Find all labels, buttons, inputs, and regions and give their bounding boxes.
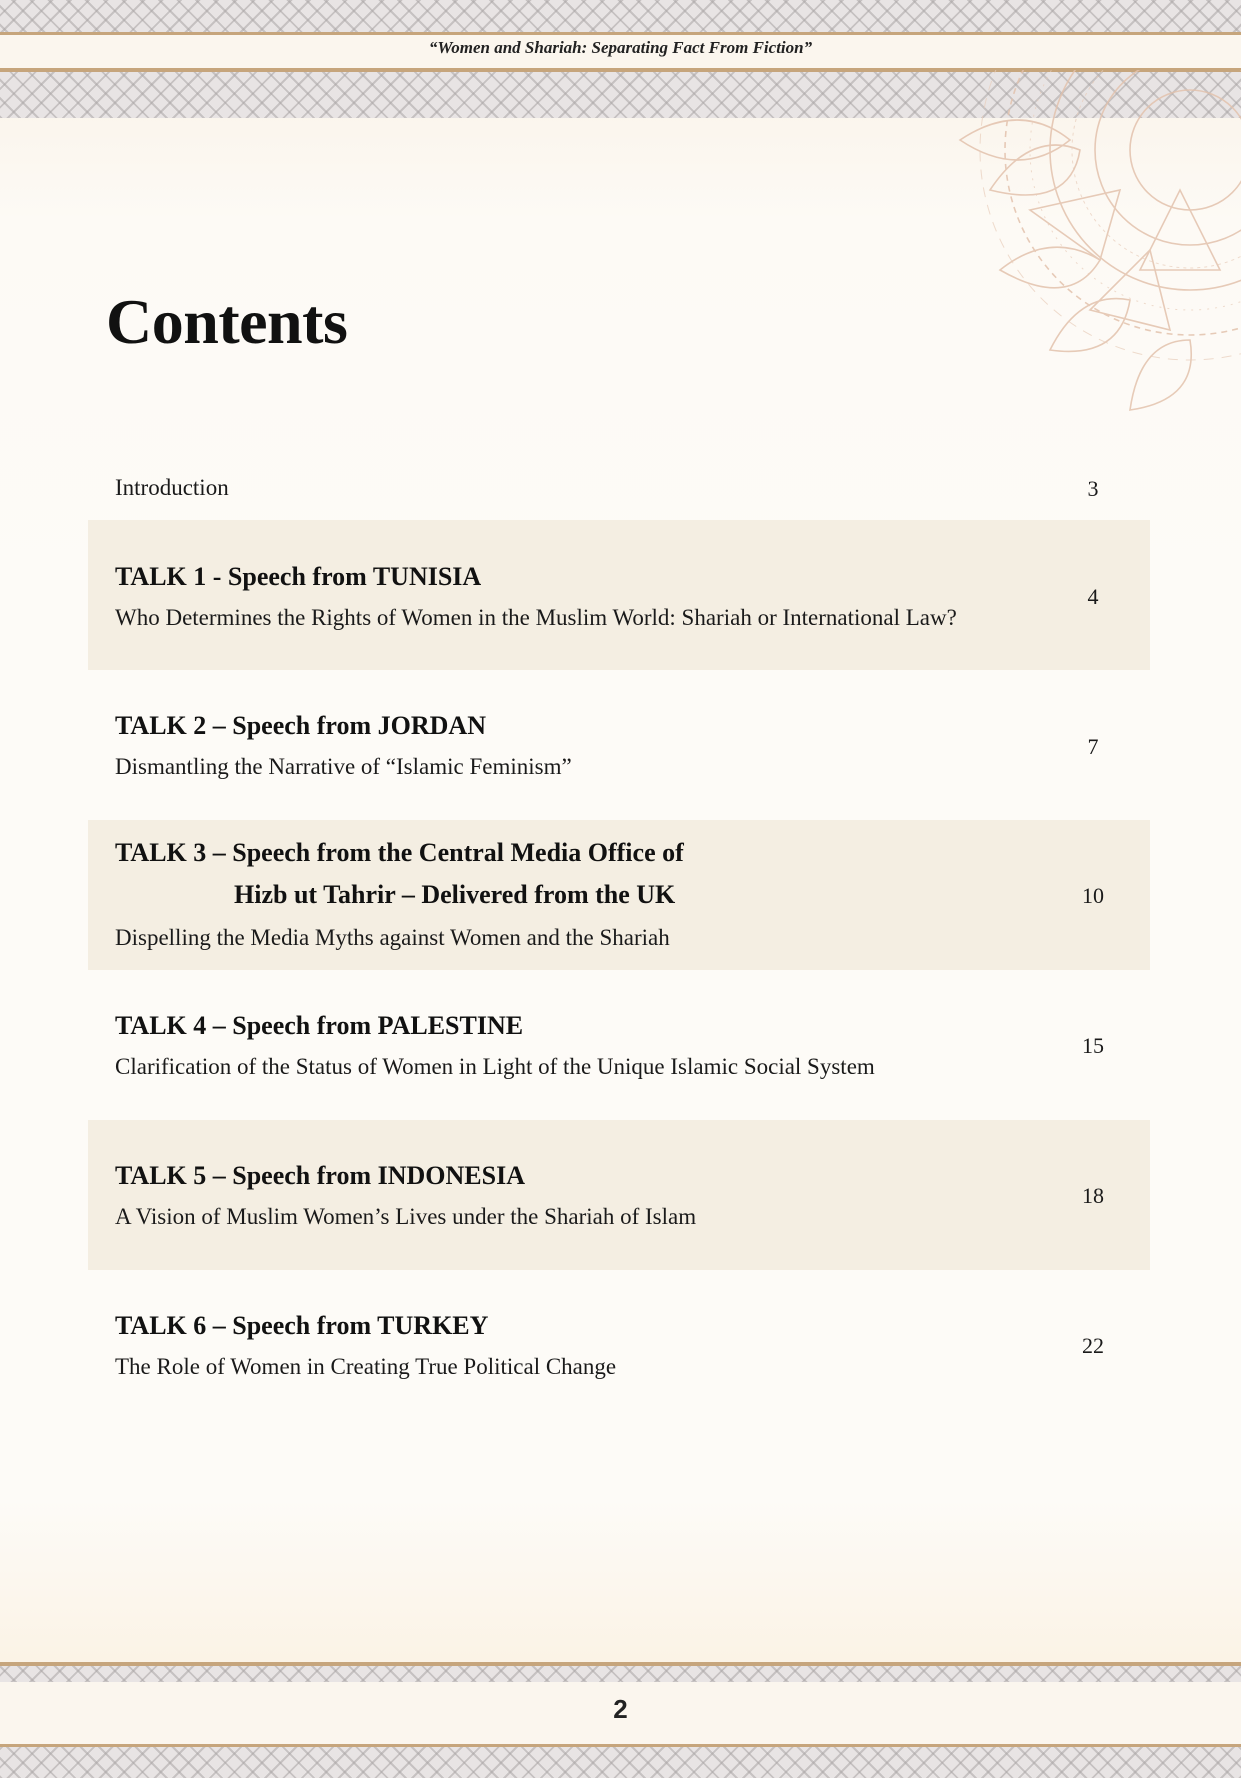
toc-talk-title: TALK 5 – Speech from INDONESIA bbox=[115, 1161, 526, 1190]
toc-talk-page: 18 bbox=[1082, 1183, 1104, 1208]
toc-talk-subtitle: Who Determines the Rights of Women in the Muslim World: Shariah or International Law? bbox=[115, 605, 957, 630]
toc-talk-page: 7 bbox=[1087, 734, 1099, 759]
toc-entry-talk-4 bbox=[88, 970, 1150, 1120]
mandala-ornament-icon bbox=[860, 70, 1241, 500]
footer-rule-bottom bbox=[0, 1744, 1241, 1747]
toc-entry-talk-1 bbox=[88, 520, 1150, 670]
toc-talk-page: 15 bbox=[1082, 1033, 1104, 1058]
page-title: Contents bbox=[106, 286, 348, 357]
toc-talk-subtitle: Dispelling the Media Myths against Women and the Shariah bbox=[115, 925, 670, 950]
toc-talk-page: 22 bbox=[1082, 1333, 1104, 1358]
toc-talk-title: TALK 1 - Speech from TUNISIA bbox=[115, 562, 482, 591]
toc-talk-subtitle: A Vision of Muslim Women’s Lives under the Shariah of Islam bbox=[115, 1204, 697, 1229]
toc-talk-title-line2: Hizb ut Tahrir – Delivered from the UK bbox=[234, 880, 676, 909]
toc-introduction-label: Introduction bbox=[115, 475, 229, 500]
toc-entry-talk-6 bbox=[88, 1270, 1150, 1420]
toc-entry-talk-3 bbox=[88, 820, 1150, 970]
toc-talk-title: TALK 6 – Speech from TURKEY bbox=[115, 1311, 489, 1340]
toc-talk-page: 10 bbox=[1082, 883, 1104, 908]
toc-entry-talk-2 bbox=[88, 670, 1150, 820]
toc-introduction-page: 3 bbox=[1087, 476, 1099, 501]
toc-talk-title-line1: TALK 3 – Speech from the Central Media Office of bbox=[115, 838, 684, 867]
toc-talk-title: TALK 4 – Speech from PALESTINE bbox=[115, 1011, 524, 1040]
header-rule-top bbox=[0, 32, 1241, 35]
toc-talk-subtitle: Dismantling the Narrative of “Islamic Feminism” bbox=[115, 754, 572, 779]
toc-talk-title: TALK 2 – Speech from JORDAN bbox=[115, 711, 486, 740]
toc-entry-talk-5 bbox=[88, 1120, 1150, 1270]
footer-rule-top bbox=[0, 1662, 1241, 1666]
toc-talk-subtitle: Clarification of the Status of Women in Light of the Unique Islamic Social System bbox=[115, 1054, 875, 1079]
toc-talk-subtitle: The Role of Women in Creating True Political Change bbox=[115, 1354, 617, 1379]
toc-talk-page: 4 bbox=[1087, 584, 1099, 609]
page-number: 2 bbox=[613, 1694, 628, 1724]
running-header-title: “Women and Shariah: Separating Fact From Fiction” bbox=[428, 38, 813, 57]
toc-talk-title bbox=[115, 838, 684, 909]
